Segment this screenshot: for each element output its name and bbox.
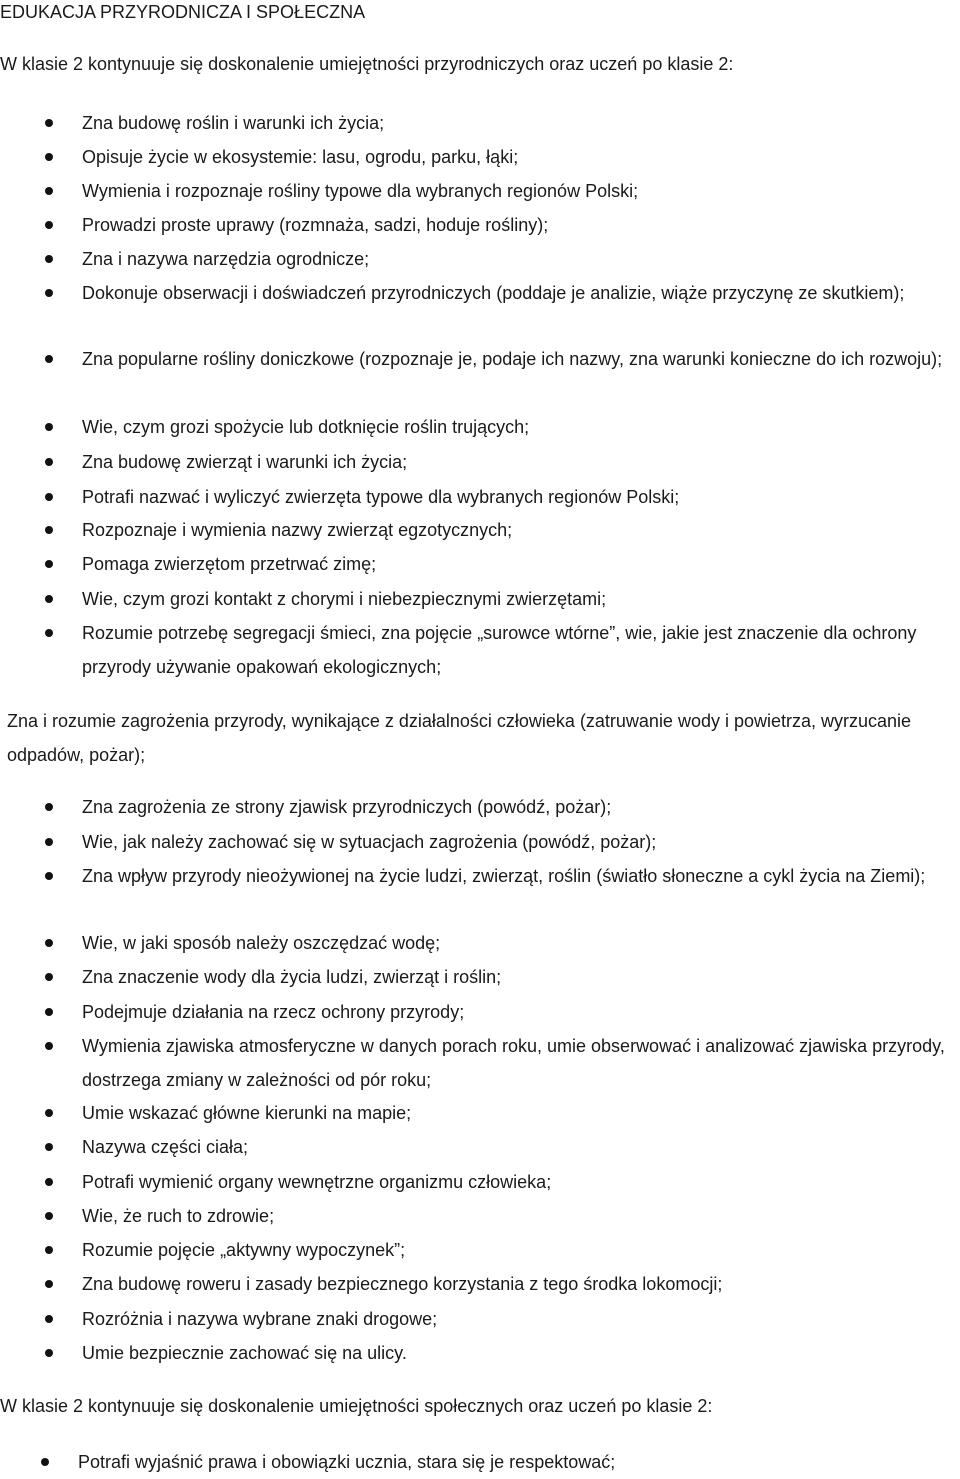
list-item	[82, 242, 958, 276]
list-item-text: Prowadzi proste uprawy (rozmnaża, sadzi, hoduje rośliny);	[82, 215, 549, 235]
list-item	[82, 1336, 958, 1370]
list-item-text: Rozpoznaje i wymienia nazwy zwierząt egzotycznych;	[82, 520, 513, 540]
list-item-text: Opisuje życie w ekosystemie: lasu, ogrodu, parku, łąki;	[82, 147, 519, 167]
list-item-text: Umie wskazać główne kierunki na mapie;	[82, 1103, 412, 1123]
bullet-icon	[45, 1109, 53, 1117]
bullet-icon	[45, 872, 53, 880]
list-item	[82, 174, 958, 208]
list-item-text: Zna budowę roweru i zasady bezpiecznego korzystania z tego środka lokomocji;	[82, 1274, 723, 1294]
list-item	[82, 825, 958, 859]
bullet-icon	[45, 1315, 53, 1323]
bullet-icon	[45, 423, 53, 431]
list-item-text: Zna wpływ przyrody nieożywionej na życie ludzi, zwierząt, roślin (światło słoneczne a cykl życia na Ziemi);	[82, 866, 926, 886]
list-item-text: Wymienia zjawiska atmosferyczne w danych porach roku, umie obserwować i analizować zjawiska przyrody, dostrzega zmiany w zależności od pór roku;	[82, 1036, 945, 1090]
bullet-icon	[45, 560, 53, 568]
bullet-icon	[45, 838, 53, 846]
list-item-text: Wie, czym grozi spożycie lub dotknięcie roślin trujących;	[82, 417, 530, 437]
bullet-icon	[45, 221, 53, 229]
bullet-icon	[45, 493, 53, 501]
list-item-text: Zna znaczenie wody dla życia ludzi, zwierząt i roślin;	[82, 967, 502, 987]
list-item-text: Zna budowę zwierząt i warunki ich życia;	[82, 452, 408, 472]
intro-nature-skills: W klasie 2 kontynuuje się doskonalenie umiejętności przyrodniczych oraz uczeń po klasie 2:	[0, 54, 734, 74]
list-item	[82, 1029, 958, 1097]
list-item	[82, 513, 958, 547]
list-item-text: Umie bezpiecznie zachować się na ulicy.	[82, 1343, 407, 1363]
list-item-text: Zna popularne rośliny doniczkowe (rozpoznaje je, podaje ich nazwy, zna warunki konieczne do ich rozwoju);	[82, 349, 943, 369]
list-item	[82, 106, 958, 140]
list-item-text: Podejmuje działania na rzecz ochrony przyrody;	[82, 1002, 465, 1022]
bullet-icon	[45, 1280, 53, 1288]
list-item-text: Dokonuje obserwacji i doświadczeń przyrodniczych (poddaje je analizie, wiąże przyczynę ze skutkiem);	[82, 283, 905, 303]
list-item	[82, 1199, 958, 1233]
bullet-icon	[45, 1246, 53, 1254]
bullet-icon	[45, 1042, 53, 1050]
list-item-text: Wie, jak należy zachować się w sytuacjach zagrożenia (powódź, pożar);	[82, 832, 657, 852]
list-item-text: Wie, że ruch to zdrowie;	[82, 1206, 275, 1226]
list-item-text: Wymienia i rozpoznaje rośliny typowe dla wybranych regionów Polski;	[82, 181, 639, 201]
bullet-icon	[45, 187, 53, 195]
bullet-icon	[45, 153, 53, 161]
list-item	[82, 1302, 958, 1336]
list-item	[82, 1165, 958, 1199]
list-item-text: Zna zagrożenia ze strony zjawisk przyrodniczych (powódź, pożar);	[82, 797, 612, 817]
list-item	[82, 926, 958, 960]
list-item	[82, 1267, 958, 1301]
list-item	[82, 1096, 958, 1130]
bullet-icon	[45, 595, 53, 603]
list-item	[78, 1445, 954, 1479]
bullet-icon	[45, 119, 53, 127]
list-item-text: Potrafi wymienić organy wewnętrzne organizmu człowieka;	[82, 1172, 552, 1192]
list-item-text: Wie, w jaki sposób należy oszczędzać wodę;	[82, 933, 441, 953]
list-item	[82, 342, 958, 376]
list-item-text: Zna budowę roślin i warunki ich życia;	[82, 113, 385, 133]
list-item-text: Rozumie potrzebę segregacji śmieci, zna pojęcie „surowce wtórne”, wie, jakie jest znaczenie dla ochrony przyrody używanie opakowań ekologicznych;	[82, 623, 917, 677]
bullet-icon	[45, 1212, 53, 1220]
list-item	[82, 582, 958, 616]
list-item-text: Rozróżnia i nazywa wybrane znaki drogowe;	[82, 1309, 438, 1329]
bullet-icon	[45, 803, 53, 811]
list-item	[82, 208, 958, 242]
list-item	[82, 547, 958, 581]
bullet-icon	[45, 1008, 53, 1016]
list-item	[82, 140, 958, 174]
list-item-text: Nazywa części ciała;	[82, 1137, 249, 1157]
bullet-icon	[45, 1178, 53, 1186]
bullet-icon	[45, 629, 53, 637]
list-item	[82, 859, 958, 893]
list-item-text: Potrafi nazwać i wyliczyć zwierzęta typowe dla wybranych regionów Polski;	[82, 487, 680, 507]
bullet-icon	[45, 973, 53, 981]
bullet-icon	[45, 458, 53, 466]
bullet-icon	[45, 355, 53, 363]
list-item-text: Zna i nazywa narzędzia ogrodnicze;	[82, 249, 370, 269]
bullet-icon	[45, 1349, 53, 1357]
list-item	[82, 616, 958, 684]
bullet-icon	[45, 1143, 53, 1151]
threats-paragraph: Zna i rozumie zagrożenia przyrody, wynikające z działalności człowieka (zatruwanie wody i powietrza, wyrzucanie odpadów, pożar);	[7, 711, 912, 765]
list-item-text: Rozumie pojęcie „aktywny wypoczynek”;	[82, 1240, 406, 1260]
list-item-text: Pomaga zwierzętom przetrwać zimę;	[82, 554, 377, 574]
list-item	[82, 1130, 958, 1164]
list-item-text: Potrafi wyjaśnić prawa i obowiązki ucznia, stara się je respektować;	[78, 1452, 616, 1472]
bullet-icon	[45, 255, 53, 263]
list-item-text: Wie, czym grozi kontakt z chorymi i niebezpiecznymi zwierzętami;	[82, 589, 607, 609]
intro-social-skills: W klasie 2 kontynuuje się doskonalenie umiejętności społecznych oraz uczeń po klasie 2:	[0, 1396, 713, 1416]
bullet-icon	[45, 289, 53, 297]
bullet-icon	[45, 939, 53, 947]
list-item	[82, 410, 958, 444]
list-item	[82, 445, 958, 479]
list-item	[82, 790, 958, 824]
list-item	[82, 995, 958, 1029]
list-item	[82, 276, 958, 310]
section-heading: EDUKACJA PRZYRODNICZA I SPOŁECZNA	[0, 2, 366, 22]
list-item	[82, 1233, 958, 1267]
bullet-icon	[41, 1458, 49, 1466]
list-item	[82, 480, 958, 514]
list-item	[82, 960, 958, 994]
bullet-icon	[45, 526, 53, 534]
